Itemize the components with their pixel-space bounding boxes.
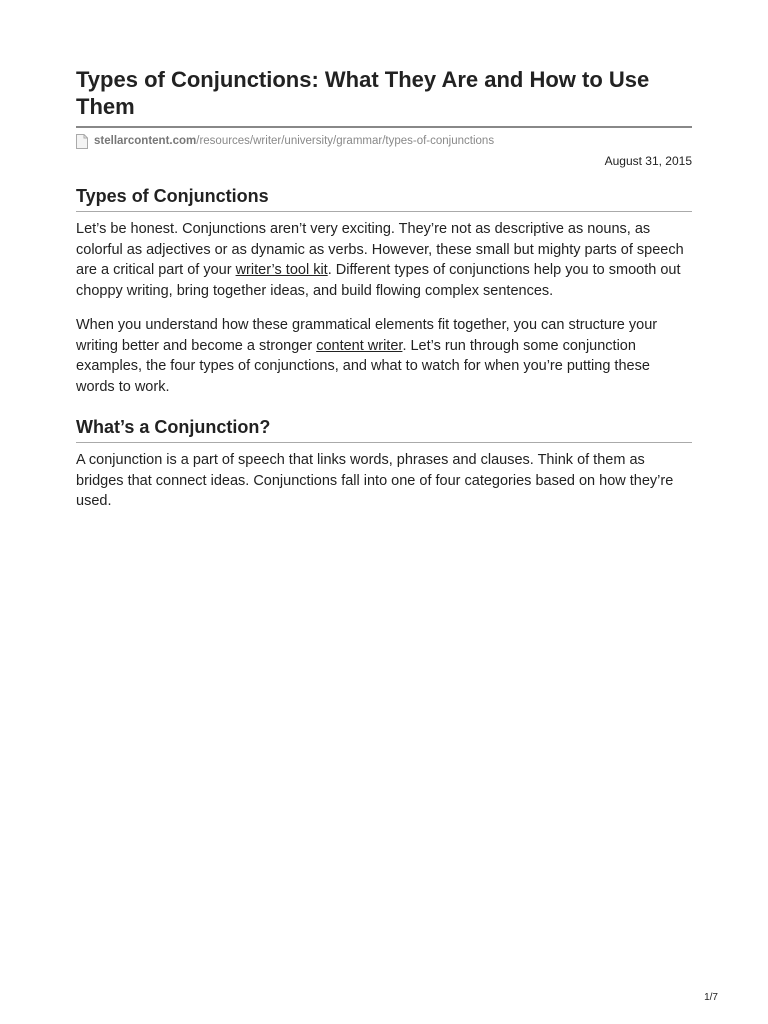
document-icon (76, 134, 88, 149)
paragraph-definition: A conjunction is a part of speech that links words, phrases and clauses. Think of them as bridges that connect ideas. Conjunctions fall into one of four categories based on how they’re used. (76, 452, 674, 509)
source-domain: stellarcontent.com (94, 135, 197, 147)
paragraph-intro (76, 219, 692, 301)
paragraph-text: . Let’s run through some conjunction examples, the four types of conjunctions, and what to watch for when you’re putting these words to work. (76, 337, 650, 395)
paragraph-understanding (76, 315, 692, 397)
paragraph-text: Let’s be honest. Conjunctions aren’t very exciting. They’re not as descriptive as nouns, as colorful as adjectives or as dynamic as verbs. However, these small but mighty parts of speech are a critical part of your (76, 221, 684, 278)
section-heading-types: Types of Conjunctions (76, 186, 269, 206)
paragraph-text: . Different types of conjunctions help you to smooth out choppy writing, bring together ideas, and build flowing complex sentences. (76, 262, 681, 299)
section-divider (76, 442, 692, 443)
section-divider (76, 211, 692, 212)
source-url[interactable] (76, 132, 692, 150)
publish-date: August 31, 2015 (604, 154, 692, 168)
writers-tool-kit-link[interactable]: writer’s tool kit (235, 262, 328, 278)
source-path: /resources/writer/university/grammar/types-of-conjunctions (196, 135, 495, 147)
page-title: Types of Conjunctions: What They Are and How to Use Them (76, 67, 650, 119)
document-page (76, 66, 692, 526)
content-writer-link[interactable]: content writer (316, 337, 403, 354)
title-divider (76, 126, 692, 128)
paragraph-text: When you understand how these grammatical elements fit together, you can structure your writing better and become a stronger (76, 317, 658, 354)
section-heading-whats-a-conjunction: What’s a Conjunction? (76, 417, 271, 437)
page-number: 1/7 (704, 992, 718, 1003)
